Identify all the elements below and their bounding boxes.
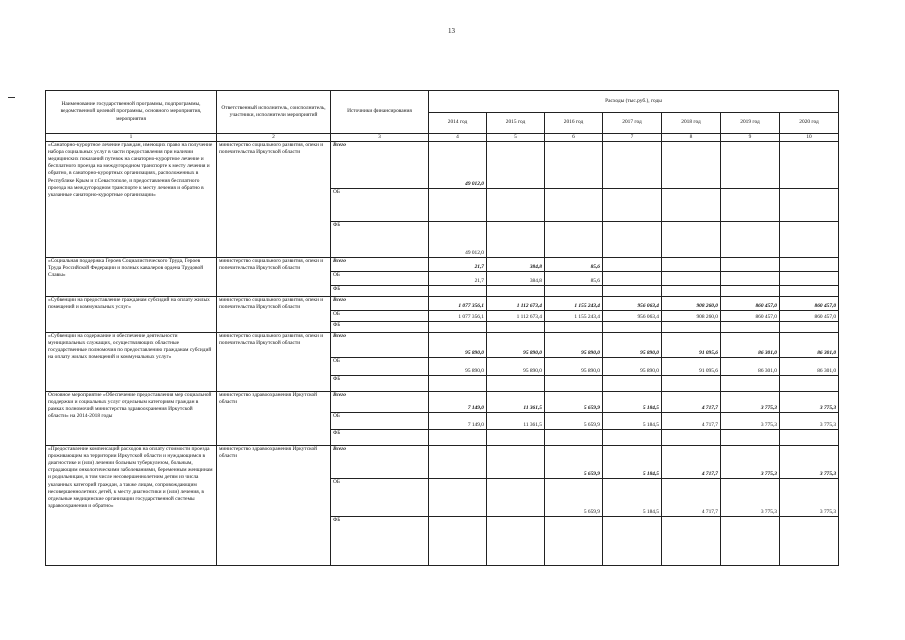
amount-cell: 3 775,3 (721, 446, 780, 479)
amount-cell: 3 775,3 (721, 413, 780, 430)
amount-cell: 1 112 673,4 (487, 297, 545, 311)
source-fb: ФБ (331, 517, 429, 566)
amount-cell: 5 184,5 (603, 479, 662, 517)
amount-cell: 3 775,3 (721, 392, 780, 413)
year-header: 2017 год (603, 113, 662, 134)
amount-cell: 1 155 243,4 (545, 297, 603, 311)
executor-name: министерство социального развития, опеки и попечительства Иркутской области (217, 258, 331, 297)
amount-cell: 860 457,0 (780, 311, 839, 322)
measure-name: «Субвенции на содержание и обеспечение деятельности муниципальных служащих, осуществляющих областные государственные полномочия по предоставлению гражданам субсидий на оплату жилых помещений и коммунальных услуг» (46, 333, 217, 392)
amount-cell: 1 112 673,4 (487, 311, 545, 322)
amount-cell (721, 142, 780, 189)
amount-cell (721, 517, 780, 566)
amount-cell (603, 258, 662, 272)
source-total: Всего (331, 333, 429, 358)
amount-cell (662, 430, 721, 446)
source-total: Всего (331, 392, 429, 413)
header-row (46, 91, 839, 113)
amount-cell (721, 322, 780, 333)
amount-cell (780, 142, 839, 189)
column-number: 10 (780, 134, 839, 142)
column-number: 9 (721, 134, 780, 142)
amount-cell: 86 301,0 (721, 333, 780, 358)
col-name-header: Наименование государственной программы, подпрограммы, ведомственной целевой программы, основного мероприятия, мероприятия (46, 91, 217, 134)
amount-cell (603, 517, 662, 566)
amount-cell (429, 189, 487, 222)
amount-cell: 956 063,4 (603, 297, 662, 311)
amount-cell (545, 376, 603, 392)
amount-cell: 11 361,5 (487, 392, 545, 413)
amount-cell (662, 286, 721, 297)
expenses-table (45, 90, 839, 566)
amount-cell (662, 517, 721, 566)
amount-cell (487, 222, 545, 258)
executor-name: министерство здравоохранения Иркутской области (217, 392, 331, 446)
amount-cell: 3 775,3 (780, 446, 839, 479)
amount-cell: 5 184,5 (603, 413, 662, 430)
column-number: 2 (217, 134, 331, 142)
amount-cell (487, 517, 545, 566)
amount-cell: 860 457,0 (721, 311, 780, 322)
amount-cell (429, 286, 487, 297)
year-header: 2018 год (662, 113, 721, 134)
source-ob: ОБ (331, 311, 429, 322)
amount-cell (721, 286, 780, 297)
column-numbers-row (46, 134, 839, 142)
source-total: Всего (331, 142, 429, 189)
amount-cell: 4 717,7 (662, 392, 721, 413)
column-number: 8 (662, 134, 721, 142)
measure-name: «Социальная поддержка Героев Социалистического Труда, Героев Труда Российской Федерации и полных кавалеров ордена Трудовой Славы» (46, 258, 217, 297)
source-fb: ФБ (331, 376, 429, 392)
source-ob: ОБ (331, 479, 429, 517)
amount-cell (780, 322, 839, 333)
amount-cell (429, 479, 487, 517)
amount-cell: 91 095,6 (662, 358, 721, 376)
amount-cell: 860 457,0 (721, 297, 780, 311)
amount-cell: 11 361,5 (487, 413, 545, 430)
column-number: 3 (331, 134, 429, 142)
year-header: 2015 год (487, 113, 545, 134)
amount-cell (487, 376, 545, 392)
amount-cell: 3 775,3 (780, 392, 839, 413)
amount-cell (545, 322, 603, 333)
amount-cell (487, 430, 545, 446)
amount-cell: 1 077 356,1 (429, 311, 487, 322)
measure-name: «Субвенции на предоставление гражданам субсидий на оплату жилых помещений и коммунальных услуг» (46, 297, 217, 333)
margin-mark (8, 97, 15, 98)
amount-cell: 21,7 (429, 272, 487, 286)
column-number: 5 (487, 134, 545, 142)
source-fb: ФБ (331, 430, 429, 446)
amount-cell (603, 272, 662, 286)
amount-cell (780, 222, 839, 258)
amount-cell: 5 184,5 (603, 446, 662, 479)
executor-name: министерство социального развития, опеки и попечительства Иркутской области (217, 297, 331, 333)
amount-cell: 5 659,9 (545, 413, 603, 430)
source-ob: ОБ (331, 413, 429, 430)
amount-cell (721, 222, 780, 258)
amount-cell: 908 260,0 (662, 297, 721, 311)
amount-cell: 95 890,0 (603, 333, 662, 358)
amount-cell (662, 258, 721, 272)
table-row (46, 258, 839, 272)
table-row (46, 392, 839, 413)
amount-cell: 49 012,0 (429, 142, 487, 189)
col-source-header: Источники финансирования (331, 91, 429, 134)
amount-cell (487, 322, 545, 333)
amount-cell (780, 286, 839, 297)
amount-cell: 7 149,0 (429, 413, 487, 430)
amount-cell: 85,6 (545, 258, 603, 272)
year-header: 2014 год (429, 113, 487, 134)
amount-cell (545, 189, 603, 222)
amount-cell: 86 301,0 (780, 358, 839, 376)
amount-cell: 860 457,0 (780, 297, 839, 311)
amount-cell (780, 376, 839, 392)
amount-cell: 908 260,0 (662, 311, 721, 322)
table-row (46, 446, 839, 479)
column-number: 4 (429, 134, 487, 142)
measure-name: Основное мероприятие «Обеспечение предоставления мер социальной поддержки и социальных услуг отдельным категориям граждан в рамках полномочий министерства здравоохранения Иркутской области» на 2014-2018 годы (46, 392, 217, 446)
amount-cell (603, 430, 662, 446)
executor-name: министерство социального развития, опеки и попечительства Иркутской области (217, 333, 331, 392)
amount-cell: 95 890,0 (429, 358, 487, 376)
col-executor-header: Ответственный исполнитель, соисполнитель, участники, исполнители мероприятий (217, 91, 331, 134)
amount-cell: 5 659,9 (545, 392, 603, 413)
amount-cell: 95 890,0 (603, 358, 662, 376)
amount-cell (545, 142, 603, 189)
col-expenses-header: Расходы (тыс.руб.), годы (429, 91, 839, 113)
amount-cell (721, 376, 780, 392)
source-total: Всего (331, 446, 429, 479)
source-ob: ОБ (331, 189, 429, 222)
column-number: 1 (46, 134, 217, 142)
amount-cell: 7 149,0 (429, 392, 487, 413)
amount-cell: 5 659,9 (545, 446, 603, 479)
amount-cell (780, 517, 839, 566)
amount-cell (603, 322, 662, 333)
amount-cell (780, 272, 839, 286)
amount-cell (721, 258, 780, 272)
executor-name: министерство социального развития, опеки и попечительства Иркутской области (217, 142, 331, 258)
amount-cell: 3 775,3 (780, 413, 839, 430)
amount-cell: 4 717,7 (662, 479, 721, 517)
amount-cell: 86 301,0 (780, 333, 839, 358)
table-row (46, 333, 839, 358)
source-fb: ФБ (331, 286, 429, 297)
amount-cell (429, 446, 487, 479)
amount-cell (662, 189, 721, 222)
measure-name: «Санаторно-курортное лечение граждан, имеющих право на получение набора социальных услуг в части предоставления при наличии медицинских показаний путевок на санаторно-курортное лечение и бесплатного проезда на междугородном транспорте к месту лечения и обратно, в санаторно-курортных организациях, расположенных в Республике Крым и г.Севастополе, и предоставления бесплатного проезда на междугородном транспорте к месту лечения и обратно в указанные санаторно-курортные организации» (46, 142, 217, 258)
amount-cell: 384,8 (487, 272, 545, 286)
amount-cell (780, 258, 839, 272)
amount-cell: 4 717,7 (662, 413, 721, 430)
amount-cell: 3 775,3 (780, 479, 839, 517)
amount-cell: 91 095,6 (662, 333, 721, 358)
amount-cell (603, 376, 662, 392)
amount-cell (721, 430, 780, 446)
amount-cell: 4 717,7 (662, 446, 721, 479)
amount-cell: 21,7 (429, 258, 487, 272)
amount-cell (487, 286, 545, 297)
amount-cell: 86 301,0 (721, 358, 780, 376)
amount-cell: 95 890,0 (545, 358, 603, 376)
amount-cell (545, 286, 603, 297)
amount-cell (603, 222, 662, 258)
column-number: 6 (545, 134, 603, 142)
amount-cell (780, 430, 839, 446)
amount-cell (487, 189, 545, 222)
amount-cell: 1 077 356,1 (429, 297, 487, 311)
amount-cell: 95 890,0 (545, 333, 603, 358)
amount-cell: 95 890,0 (429, 333, 487, 358)
amount-cell (429, 517, 487, 566)
amount-cell (721, 189, 780, 222)
year-header: 2019 год (721, 113, 780, 134)
amount-cell: 95 890,0 (487, 358, 545, 376)
executor-name: министерство здравоохранения Иркутской области (217, 446, 331, 566)
source-fb: ФБ (331, 222, 429, 258)
amount-cell (662, 142, 721, 189)
amount-cell (662, 376, 721, 392)
amount-cell (662, 222, 721, 258)
amount-cell: 956 063,4 (603, 311, 662, 322)
source-fb: ФБ (331, 322, 429, 333)
source-ob: ОБ (331, 358, 429, 376)
amount-cell (487, 446, 545, 479)
amount-cell (545, 222, 603, 258)
source-ob: ОБ (331, 272, 429, 286)
year-header: 2020 год (780, 113, 839, 134)
amount-cell (662, 322, 721, 333)
amount-cell (487, 479, 545, 517)
amount-cell: 1 155 243,4 (545, 311, 603, 322)
source-total: Всего (331, 258, 429, 272)
amount-cell (429, 376, 487, 392)
source-total: Всего (331, 297, 429, 311)
amount-cell: 384,8 (487, 258, 545, 272)
table-row (46, 297, 839, 311)
amount-cell (603, 142, 662, 189)
amount-cell (487, 142, 545, 189)
column-number: 7 (603, 134, 662, 142)
amount-cell (603, 286, 662, 297)
amount-cell (662, 272, 721, 286)
amount-cell: 5 184,5 (603, 392, 662, 413)
amount-cell: 95 890,0 (487, 333, 545, 358)
table-body (46, 91, 839, 566)
amount-cell: 3 775,3 (721, 479, 780, 517)
amount-cell (429, 430, 487, 446)
amount-cell: 49 012,0 (429, 222, 487, 258)
amount-cell (429, 322, 487, 333)
page-number: 13 (448, 27, 455, 35)
amount-cell (545, 430, 603, 446)
measure-name: «Предоставление компенсаций расходов на оплату стоимости проезда проживающим на территории Иркутской области и нуждающимся в диагностике и (или) лечении больным туберкулезом, больным, страдающим онкологическими заболеваниями, беременным женщинам и родильницам, в том числе несовершеннолетним детям из числа указанных категорий граждан, а также лицам, сопровождающим несовершеннолетних детей, к месту диагностики и (или) лечения, в отдельные медицинские организации государственной системы здравоохранения и обратно» (46, 446, 217, 566)
amount-cell: 85,6 (545, 272, 603, 286)
amount-cell (603, 189, 662, 222)
year-header: 2016 год (545, 113, 603, 134)
table-row (46, 142, 839, 189)
amount-cell (721, 272, 780, 286)
amount-cell (780, 189, 839, 222)
amount-cell: 5 659,9 (545, 479, 603, 517)
amount-cell (545, 517, 603, 566)
